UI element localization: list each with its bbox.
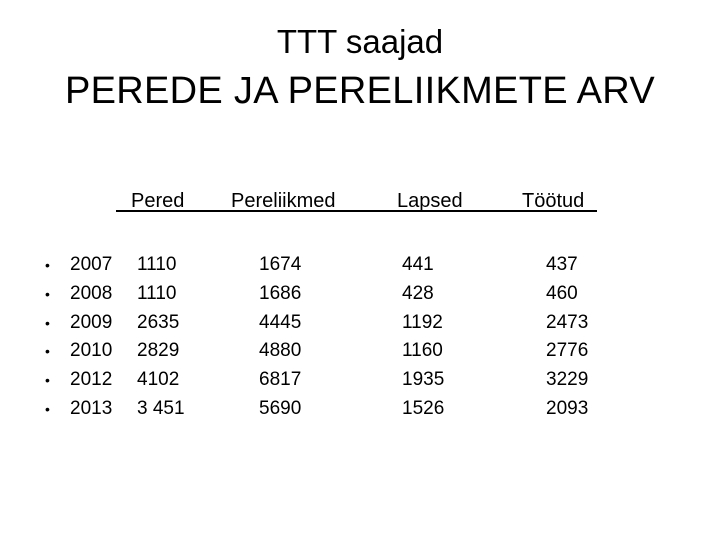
pereliikmed-cell: 6817 [259, 369, 302, 391]
pered-cell: 1110 [137, 254, 177, 275]
header-tootud: Töötud [522, 190, 585, 212]
pered-cell: 3 451 [137, 397, 185, 419]
tootud-cell: 3229 [546, 369, 589, 391]
pered-cell: 2635 [137, 311, 180, 333]
table-row [0, 251, 720, 280]
year-cell: 2008 [70, 282, 113, 304]
pered-cell: 1110 [137, 282, 177, 304]
table-row [0, 309, 720, 338]
table-row [0, 280, 720, 309]
tootud-cell: 2093 [546, 397, 589, 419]
pereliikmed-cell: 4880 [259, 340, 302, 362]
tootud-cell: 2776 [546, 340, 589, 362]
tootud-cell: 437 [546, 254, 578, 275]
bullet: • [45, 343, 50, 360]
year-cell: 2013 [70, 397, 113, 419]
lapsed-cell: 1192 [402, 311, 443, 333]
lapsed-cell: 428 [402, 282, 434, 304]
year-cell: 2012 [70, 369, 113, 391]
header-pered: Pered [131, 190, 185, 212]
tootud-cell: 460 [546, 282, 578, 304]
table-row [0, 337, 720, 366]
lapsed-cell: 441 [402, 254, 434, 275]
bullet: • [45, 257, 50, 273]
slide-title: TTT saajad [276, 23, 444, 60]
bullet: • [45, 314, 50, 331]
table-row [0, 395, 720, 424]
table-row [0, 366, 720, 395]
header-lapsed: Lapsed [397, 190, 463, 212]
lapsed-cell: 1526 [402, 397, 445, 419]
pered-cell: 4102 [137, 369, 180, 391]
bullet: • [45, 372, 50, 389]
data-table [0, 251, 720, 424]
lapsed-cell: 1160 [402, 340, 443, 362]
bullet: • [45, 285, 50, 302]
bullet: • [45, 400, 50, 417]
slide-subtitle: PEREDE JA PERELIIKMETE ARV [65, 70, 655, 112]
pereliikmed-cell: 1686 [259, 282, 302, 304]
pereliikmed-cell: 5690 [259, 397, 302, 419]
year-cell: 2009 [70, 311, 113, 333]
year-cell: 2007 [70, 254, 113, 275]
lapsed-cell: 1935 [402, 369, 445, 391]
tootud-cell: 2473 [546, 311, 589, 333]
pereliikmed-cell: 4445 [259, 311, 302, 333]
year-cell: 2010 [70, 340, 113, 362]
pereliikmed-cell: 1674 [259, 254, 302, 275]
pered-cell: 2829 [137, 340, 180, 362]
header-pereliikmed: Pereliikmed [231, 190, 336, 212]
